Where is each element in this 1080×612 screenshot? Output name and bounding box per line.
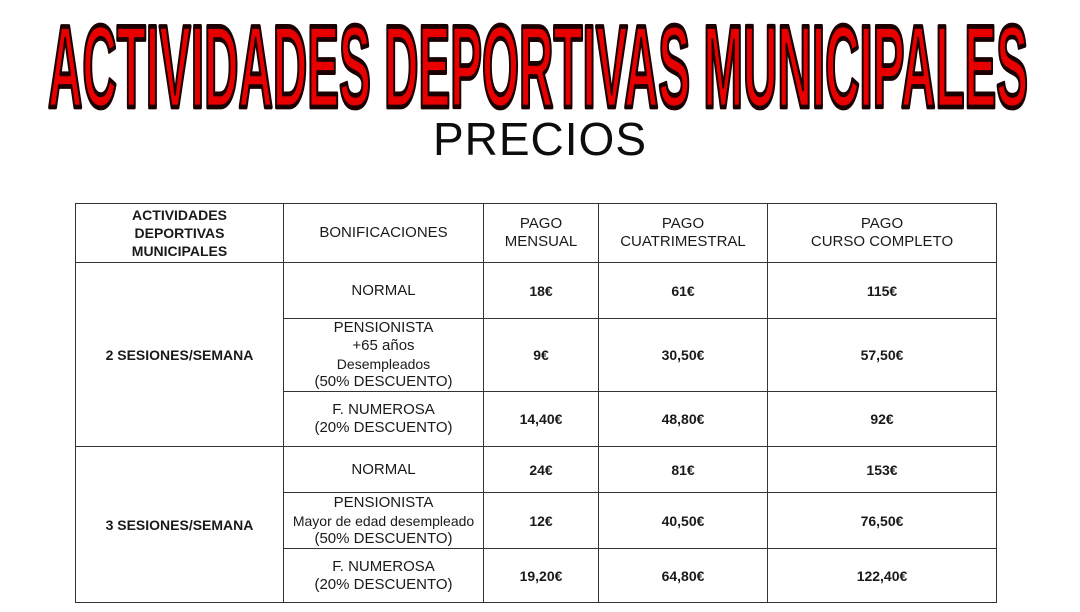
- price-mensual: 9€: [484, 319, 599, 392]
- price-curso-completo: 76,50€: [768, 493, 997, 549]
- price-curso-completo: 92€: [768, 392, 997, 447]
- price-mensual: 24€: [484, 447, 599, 493]
- price-curso-completo: 115€: [768, 263, 997, 319]
- header-row: [76, 204, 997, 263]
- bonificacion-cell: PENSIONISTA +65 años Desempleados (50% DESCUENTO): [284, 319, 484, 392]
- price-cuatrimestral: 64,80€: [599, 549, 768, 603]
- title-wordart: [0, 6, 1080, 114]
- header-pago-cuatrimestral: PAGO CUATRIMESTRAL: [599, 204, 768, 263]
- bonificacion-cell: NORMAL: [284, 447, 484, 493]
- group-label-2-sesiones: 2 SESIONES/SEMANA: [76, 263, 284, 447]
- bonificacion-cell: PENSIONISTA Mayor de edad desempleado (50% DESCUENTO): [284, 493, 484, 549]
- page-subtitle: PRECIOS: [432, 113, 648, 165]
- price-curso-completo: 122,40€: [768, 549, 997, 603]
- price-mensual: 18€: [484, 263, 599, 319]
- price-curso-completo: 153€: [768, 447, 997, 493]
- bonificacion-cell: NORMAL: [284, 263, 484, 319]
- bonificacion-cell: F. NUMEROSA (20% DESCUENTO): [284, 392, 484, 447]
- main-title: ACTIVIDADES DEPORTIVAS MUNICIPALES: [48, 6, 1028, 114]
- price-mensual: 19,20€: [484, 549, 599, 603]
- price-cuatrimestral: 40,50€: [599, 493, 768, 549]
- price-mensual: 14,40€: [484, 392, 599, 447]
- table-row: [76, 263, 997, 319]
- title-banner: [0, 6, 1080, 114]
- price-mensual: 12€: [484, 493, 599, 549]
- price-cuatrimestral: 48,80€: [599, 392, 768, 447]
- price-cuatrimestral: 81€: [599, 447, 768, 493]
- price-cuatrimestral: 61€: [599, 263, 768, 319]
- header-pago-mensual: PAGO MENSUAL: [484, 204, 599, 263]
- price-cuatrimestral: 30,50€: [599, 319, 768, 392]
- bonificacion-cell: F. NUMEROSA (20% DESCUENTO): [284, 549, 484, 603]
- header-pago-curso-completo: PAGO CURSO COMPLETO: [768, 204, 997, 263]
- price-curso-completo: 57,50€: [768, 319, 997, 392]
- header-bonificaciones: BONIFICACIONES: [284, 204, 484, 263]
- table-row: [76, 447, 997, 493]
- group-label-3-sesiones: 3 SESIONES/SEMANA: [76, 447, 284, 603]
- price-table: [75, 203, 997, 603]
- header-activity: ACTIVIDADES DEPORTIVAS MUNICIPALES: [76, 204, 284, 263]
